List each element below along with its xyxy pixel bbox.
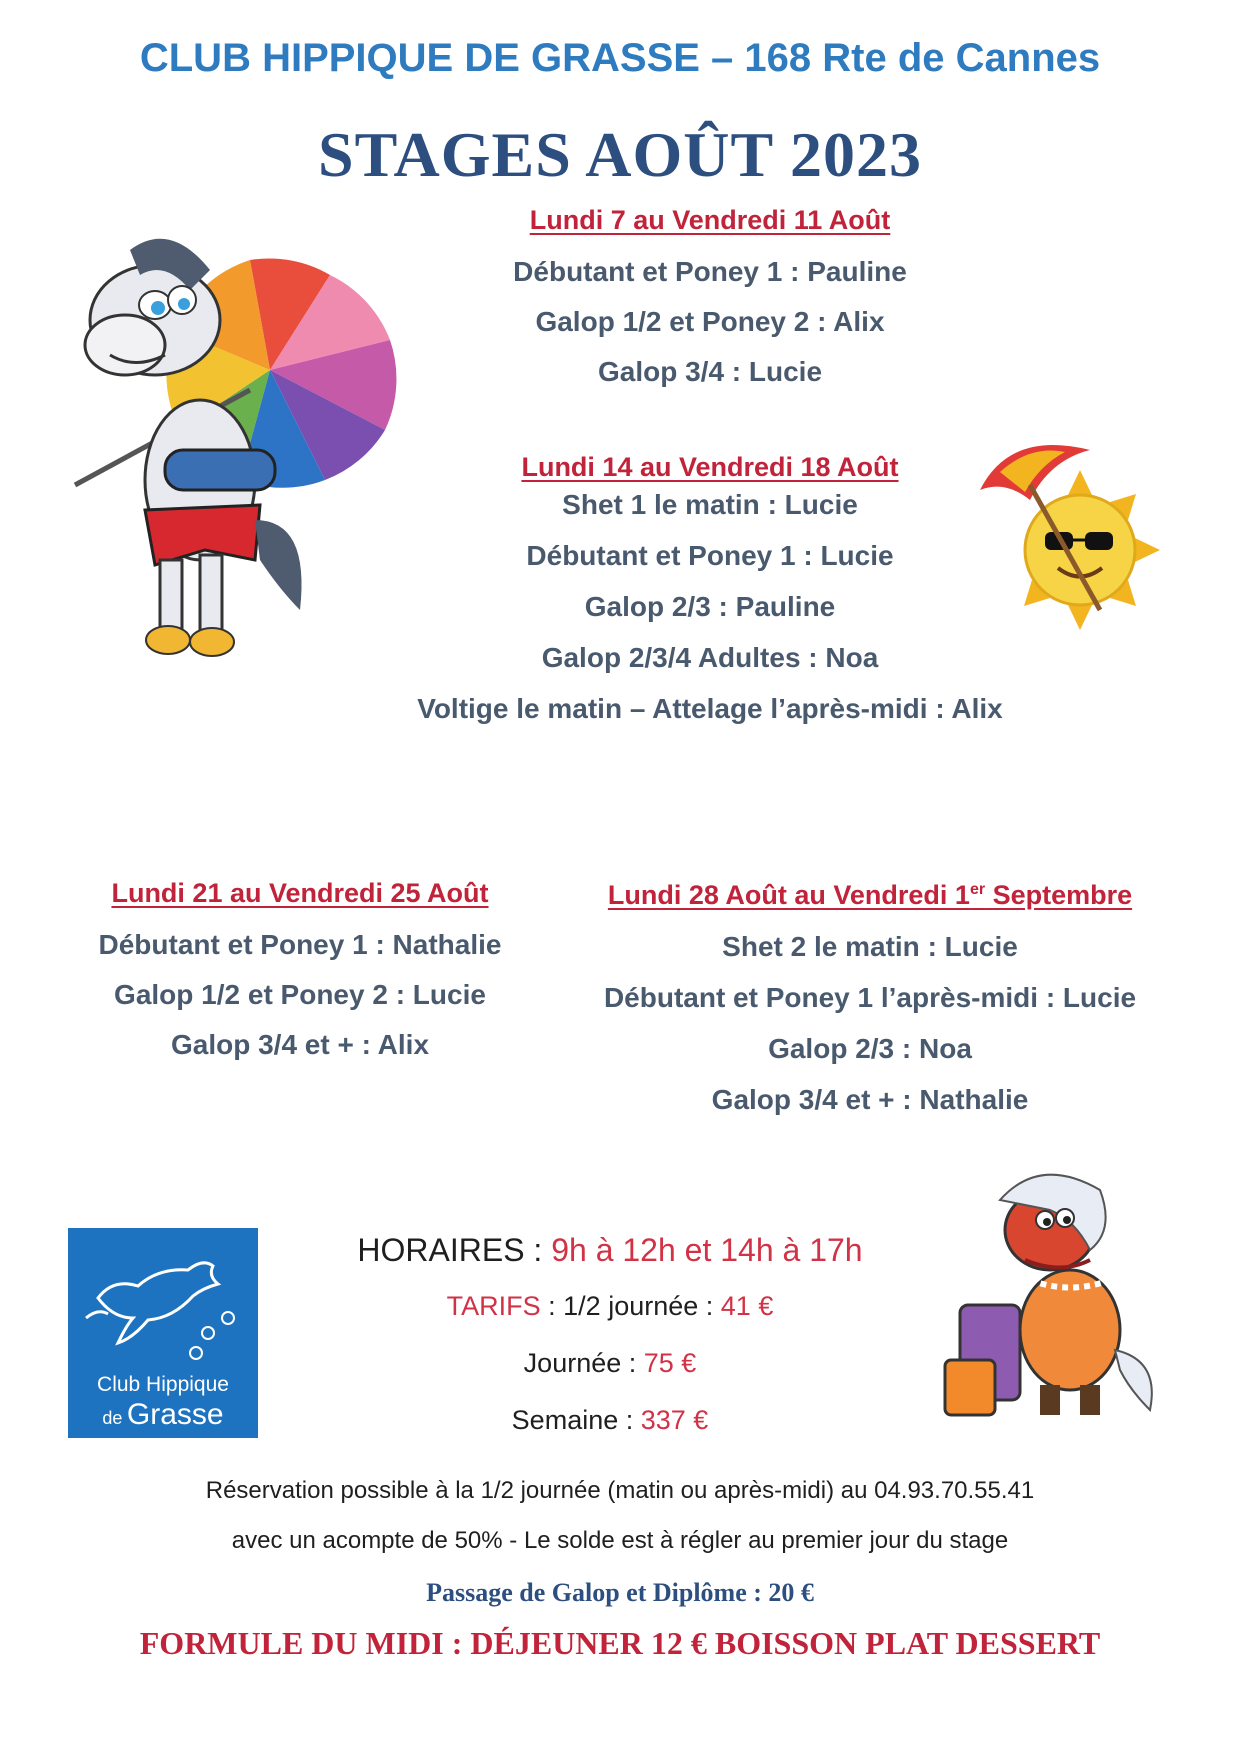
deposit-note: avec un acompte de 50% - Le solde est à régler au premier jour du stage	[231, 1527, 1009, 1554]
week-4-block	[570, 880, 1170, 1116]
week-1-block	[480, 205, 940, 388]
week-4-line: Galop 2/3 : Noa	[768, 1033, 972, 1064]
week-1-heading: Lundi 7 au Vendredi 11 Août	[529, 205, 891, 235]
week-4-line: Shet 2 le matin : Lucie	[722, 931, 1018, 962]
week-4-heading-part1: Lundi 28 Août au Vendredi 1	[607, 880, 970, 910]
week-2-block	[340, 452, 1080, 725]
week-2-heading: Lundi 14 au Vendredi 18 Août	[521, 452, 899, 482]
week-4-heading	[570, 880, 1170, 911]
week-2-line: Débutant et Poney 1 : Lucie	[526, 540, 894, 571]
jumping-horse-logo-icon	[78, 1248, 248, 1368]
galop-diploma-note: Passage de Galop et Diplôme : 20 €	[426, 1578, 814, 1607]
week-4-heading-part2: Septembre	[985, 880, 1133, 910]
week-1-line: Galop 1/2 et Poney 2 : Alix	[535, 306, 885, 337]
week-value: 337 €	[640, 1405, 709, 1435]
week-3-heading: Lundi 21 au Vendredi 25 Août	[111, 878, 489, 908]
week-3-line: Galop 3/4 et + : Alix	[170, 1029, 430, 1060]
week-2-line: Shet 1 le matin : Lucie	[562, 489, 858, 520]
club-logo	[68, 1228, 258, 1438]
logo-line-1: Club Hippique	[97, 1373, 229, 1396]
week-4-line: Débutant et Poney 1 l’après-midi : Lucie	[603, 982, 1137, 1013]
week-label: Semaine :	[511, 1405, 641, 1435]
tarifs-half-label: : 1/2 journée :	[540, 1291, 721, 1321]
week-2-line: Galop 2/3/4 Adultes : Noa	[541, 642, 879, 673]
week-price-line	[330, 1405, 890, 1436]
lunch-formula-note: FORMULE DU MIDI : DÉJEUNER 12 € BOISSON PLAT DESSERT	[139, 1625, 1101, 1661]
week-1-line: Galop 3/4 : Lucie	[597, 356, 823, 387]
day-label: Journée :	[523, 1348, 644, 1378]
week-4-line: Galop 3/4 et + : Nathalie	[711, 1084, 1029, 1115]
reservation-note: Réservation possible à la 1/2 journée (matin ou après-midi) au 04.93.70.55.41	[205, 1477, 1035, 1504]
week-4-heading-sup: er	[969, 881, 986, 898]
week-3-line: Galop 1/2 et Poney 2 : Lucie	[114, 979, 486, 1010]
week-2-line: Galop 2/3 : Pauline	[584, 591, 836, 622]
horaires-line	[330, 1232, 890, 1269]
tarifs-line	[330, 1291, 890, 1322]
horse-with-suitcase-icon	[940, 1160, 1170, 1430]
tarifs-label: TARIFS	[446, 1291, 541, 1321]
logo-line-2	[68, 1398, 258, 1432]
day-price-line	[330, 1348, 890, 1379]
day-value: 75 €	[643, 1348, 697, 1378]
logo-grasse: Grasse	[126, 1398, 224, 1431]
horaires-value: 9h à 12h et 14h à 17h	[551, 1232, 863, 1268]
tarifs-half-value: 41 €	[720, 1291, 774, 1321]
club-header: CLUB HIPPIQUE DE GRASSE – 168 Rte de Cannes	[139, 36, 1101, 80]
week-3-block	[70, 878, 530, 1061]
week-2-line: Voltige le matin – Attelage l’après-midi : Alix	[417, 693, 1003, 724]
week-3-line: Débutant et Poney 1 : Nathalie	[98, 929, 502, 960]
logo-de: de	[102, 1408, 123, 1428]
page-title: STAGES AOÛT 2023	[317, 119, 923, 190]
horaires-label: HORAIRES :	[357, 1232, 552, 1268]
week-1-line: Débutant et Poney 1 : Pauline	[513, 256, 907, 287]
info-block	[330, 1232, 890, 1436]
